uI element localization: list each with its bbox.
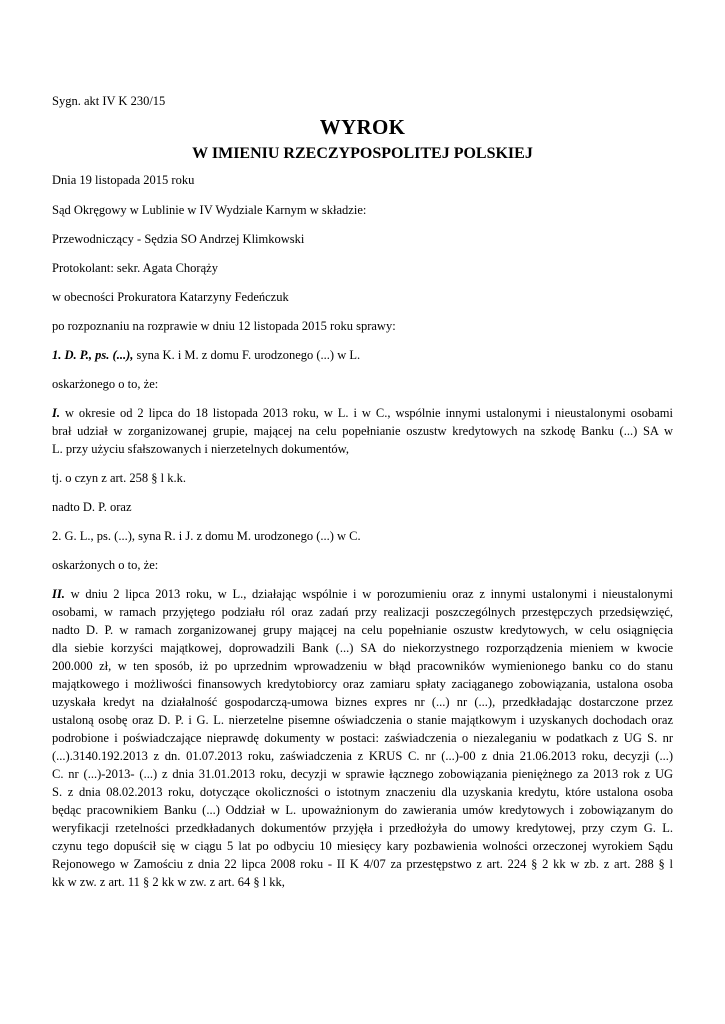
charge-2-line: nadto D. P. w ramach zorganizowanej grupy mającej na celu popełnianie oszustw kredytowych, w celu osiągnięcia [52, 623, 673, 637]
charge-2-line: C. nr (...)-2013- (...) z dnia 31.01.2013 roku, decyzji w sprawie łącznego zobowiązania pieniężnego za 2013 rok z UG [52, 767, 673, 781]
hearing-info: po rozpoznaniu na rozprawie w dniu 12 listopada 2015 roku sprawy: [52, 319, 396, 333]
charge-2-line: Rejonowego w Zamościu z dnia 22 lipca 2008 roku - II K 4/07 za przestępstwo z art. 224 § 2 kk w zb. z art. 288 § l [52, 857, 673, 871]
court-clerk: Protokolant: sekr. Agata Chorąży [52, 261, 218, 275]
charge-2-line: będąc pracownikiem Banku (...) Oddział w L. upoważnionym do zawierania umów kredytowych i zobowiązanym do [52, 803, 673, 817]
charge-1-line: I. w okresie od 2 lipca do 18 listopada 2013 roku, w L. i w C., wspólnie innymi ustalonymi i nieustalonymi osobami [52, 406, 673, 420]
case-signature: Sygn. akt IV K 230/15 [52, 94, 166, 108]
charge-2-line: weryfikacji rzetelności przedkładanych dokumentów przyjęła i przedłożyła do umowy kredytowej, przy czym G. L. [52, 821, 673, 835]
accused-singular-intro: oskarżonego o to, że: [52, 377, 159, 391]
charge-1-line: brał udział w zorganizowanej grupie, mającej na celu popełnianie oszustw kredytowych na szkodę Banku (...) SA w [52, 424, 673, 438]
charge-2-line: kk w zw. z art. 11 § 2 kk w zw. z art. 64 § l kk, [52, 875, 285, 889]
charge-2-line: II. w dniu 2 lipca 2013 roku, w L., działając wspólnie i w porozumieniu oraz z innymi ustalonymi i nieustalonymi [52, 587, 673, 601]
charge-2-line: majątkowego i możliwości finansowych kredytobiorcy oraz zamiaru spłaty zaciąganego zobowiązania, ustalona osoba [52, 677, 673, 691]
also-note: nadto D. P. oraz [52, 500, 132, 514]
charge-1-line: L. przy użyciu sfałszowanych i nierzetelnych dokumentów, [52, 442, 350, 456]
defendant-2: 2. G. L., ps. (...), syna R. i J. z domu M. urodzonego (...) w C. [52, 529, 361, 543]
court-composition: Sąd Okręgowy w Lublinie w IV Wydziale Karnym w składzie: [52, 203, 367, 217]
charge-2-line: ustaloną osobę oraz D. P. i G. L. nierzetelne pisemne oświadczenia o stanie majątkowym i uzyskanych dochodach oraz [52, 713, 673, 727]
charge-2-line: osobami, w ramach przyjętego podziału ról oraz zadań przy realizacji poszczególnych przestępczych przedsięwzięć, [52, 605, 673, 619]
verdict-date: Dnia 19 listopada 2015 roku [52, 173, 195, 187]
verdict-subtitle: W IMIENIU RZECZYPOSPOLITEJ POLSKIEJ [192, 145, 533, 162]
defendant-1-marker: 1. D. P., ps. (...), [52, 348, 134, 362]
charge-2-marker: II. [52, 587, 65, 601]
charge-1-marker: I. [52, 406, 60, 420]
charge-2-line: (...).3140.192.2013 z dn. 01.07.2013 roku, zaświadczenia z KRUS C. nr (...)-00 z dnia 21.06.2013 roku, decyzji (...) [52, 749, 673, 763]
charge-2-line: dla siebie korzyści majątkowej, doprowadzili Bank (...) SA do niekorzystnego rozporządzenia mieniem w kwocie [52, 641, 673, 655]
prosecutor-presence: w obecności Prokuratora Katarzyny Fedeńczuk [52, 290, 289, 304]
charge-2-line: 200.000 zł, w ten sposób, iż po uprzednim wprowadzeniu w błąd pracowników wymienionego banku co do stanu [52, 659, 673, 673]
presiding-judge: Przewodniczący - Sędzia SO Andrzej Klimkowski [52, 232, 305, 246]
charge-2-line: czynu tego dopuścił się w ciągu 5 lat po odbyciu 10 miesięcy kary pozbawienia wolności orzeczonej wyrokiem Sądu [52, 839, 673, 853]
defendant-1 [52, 346, 360, 364]
charge-2-line: uzyskała kredyt na działalność gospodarczą-umowa biznes expres nr (...) nr (...), przedkładając dostarczone przez [52, 695, 673, 709]
verdict-title: WYROK [319, 115, 406, 139]
charge-2-line: podrobione i poświadczające nieprawdę dokumenty w postaci: zaświadczenia o niezaleganiu w podatkach z UG S. nr [52, 731, 673, 745]
accused-plural-intro: oskarżonych o to, że: [52, 558, 159, 572]
charge-1-article: tj. o czyn z art. 258 § l k.k. [52, 471, 186, 485]
defendant-1-details: syna K. i M. z domu F. urodzonego (...) w L. [133, 348, 361, 362]
charge-2-line: S. z dnia 08.02.2013 roku, dotyczące okoliczności o istotnym znaczeniu dla uzyskania kredytu, które ustalona osoba [52, 785, 673, 799]
